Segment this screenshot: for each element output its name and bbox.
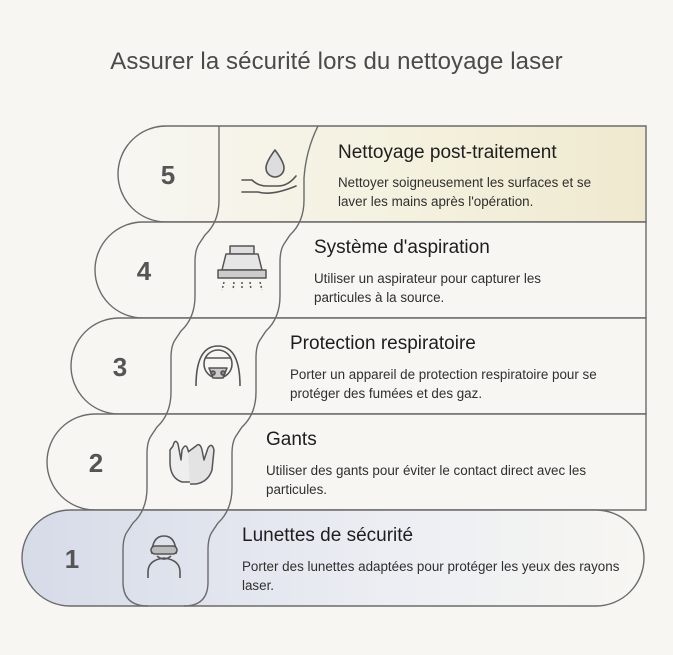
step-3-description: Porter un appareil de protection respiratoire pour se protéger des fumées et des gaz. [290, 367, 597, 401]
page-title: Assurer la sécurité lors du nettoyage laser [110, 48, 563, 75]
step-3-heading: Protection respiratoire [290, 333, 476, 354]
step-5-number: 5 [160, 160, 176, 190]
step-3-number: 3 [112, 352, 128, 382]
step-1-description: Porter des lunettes adaptées pour protéger les yeux des rayons laser. [242, 559, 620, 593]
step-4-number: 4 [136, 256, 152, 286]
step-1-heading: Lunettes de sécurité [242, 525, 414, 546]
step-2-heading: Gants [266, 429, 317, 450]
step-4-heading: Système d'aspiration [314, 237, 490, 258]
step-5-heading: Nettoyage post-traitement [338, 142, 557, 163]
step-2-number: 2 [88, 448, 104, 478]
step-5-description: Nettoyer soigneusement les surfaces et se laver les mains après l'opération. [338, 175, 592, 209]
step-2-description: Utiliser des gants pour éviter le contact direct avec les particules. [266, 463, 587, 497]
step-1-number: 1 [64, 544, 80, 574]
step-4-description: Utiliser un aspirateur pour capturer les particules à la source. [314, 271, 542, 305]
